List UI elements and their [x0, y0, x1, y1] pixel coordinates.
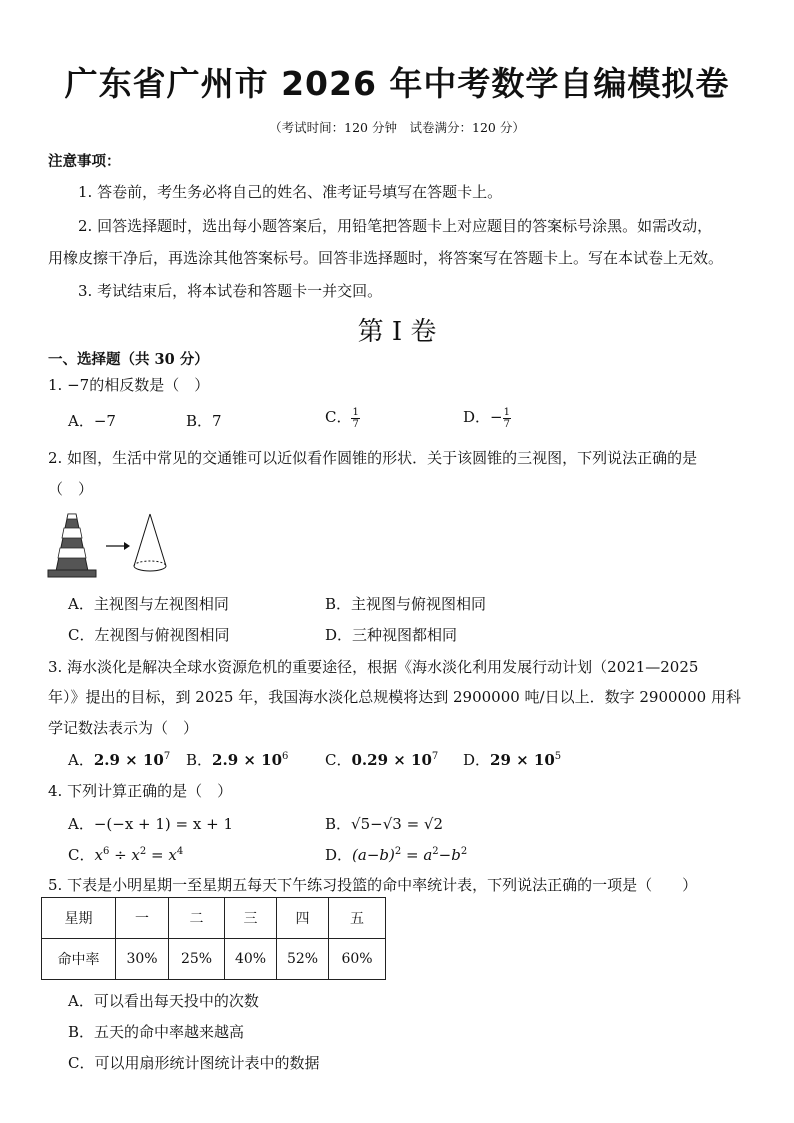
arrow-icon [106, 542, 130, 550]
table-cell: 二 [169, 898, 225, 939]
exponent: 6 [282, 751, 289, 762]
exam-subtitle: （考试时间：120 分钟 试卷满分：120 分） [269, 120, 525, 135]
question-2-stem-continued: （ ） [48, 480, 94, 498]
fraction [503, 407, 511, 430]
q3-option-d [463, 749, 561, 770]
table-cell: 52% [277, 939, 329, 980]
q2-option-b: B．主视图与俯视图相同 [325, 595, 487, 613]
table-cell: 60% [329, 939, 386, 980]
traffic-cone-icon [48, 514, 96, 577]
notes-item-2-continued: 用橡皮擦干净后，再选涂其他答案标号。回答非选择题时，将答案写在答题卡上。写在本试卷上无效。 [48, 249, 724, 267]
section-heading: 一、选择题（共 30 分） [48, 351, 209, 368]
volume-heading: 第 I 卷 [357, 317, 437, 347]
option-value: 0.29 × 10 [351, 751, 432, 769]
option-label: C． [325, 751, 352, 769]
option-value: 29 × 10 [490, 751, 555, 769]
q1-option-a: A．−7 [68, 412, 116, 430]
question-1-stem: 1. −7的相反数是（ ） [48, 376, 210, 394]
table-cell: 五 [329, 898, 386, 939]
q5-option-b: B．五天的命中率越来越高 [68, 1023, 245, 1041]
q4-option-c [68, 844, 183, 865]
q1-option-d-label: D．− [463, 408, 503, 426]
fraction [351, 407, 359, 430]
math-term: −b [438, 846, 461, 864]
exponent: 2 [394, 846, 402, 857]
q1-option-c [325, 406, 360, 430]
q1-option-c-label: C． [325, 408, 352, 426]
math-term: = a [401, 846, 433, 864]
numerator: 1 [352, 406, 359, 418]
exponent: 7 [431, 751, 439, 762]
q1-option-d [463, 406, 511, 430]
table-cell: 一 [116, 898, 169, 939]
exponent: 6 [102, 846, 110, 857]
option-value: 2.9 × 10 [93, 751, 164, 769]
table-cell: 四 [277, 898, 329, 939]
question-3-stem-continued-1: 年）》提出的目标，到 2025 年，我国海水淡化总规模将达到 2900000 吨/日以上．数字 2900000 用科 [48, 688, 741, 706]
math-term: x [94, 846, 103, 864]
table-cell: 40% [225, 939, 277, 980]
numerator: 1 [503, 406, 510, 418]
exponent: 4 [176, 846, 184, 857]
table-row [42, 898, 386, 939]
exponent: 2 [432, 846, 439, 857]
q3-option-c [325, 749, 438, 770]
exponent: 2 [460, 846, 468, 857]
option-label: A． [68, 751, 94, 769]
table-row [42, 939, 386, 980]
q3-option-b [186, 749, 288, 770]
table-cell: 25% [169, 939, 225, 980]
notes-item-3: 3. 考试结束后，将本试卷和答题卡一并交回。 [78, 282, 383, 300]
question-4-stem: 4. 下列计算正确的是（ ） [48, 782, 233, 800]
denominator: 7 [503, 418, 510, 430]
table-cell: 三 [225, 898, 277, 939]
q3-option-a [68, 749, 170, 770]
notes-item-1: 1. 答卷前，考生务必将自己的姓名、准考证号填写在答题卡上。 [78, 183, 503, 201]
exponent: 5 [554, 751, 562, 762]
exam-title: 广东省广州市 2026 年中考数学自编模拟卷 [64, 64, 730, 103]
table-cell: 星期 [42, 898, 116, 939]
q2-option-a: A．主视图与左视图相同 [68, 595, 229, 613]
q4-option-b: B．√5−√3 = √2 [325, 815, 444, 833]
q2-option-d: D．三种视图都相同 [325, 626, 458, 644]
option-label: D． [463, 751, 491, 769]
table-cell: 命中率 [42, 939, 116, 980]
option-label: D． [325, 846, 353, 864]
question-2-stem: 2. 如图，生活中常见的交通锥可以近似看作圆锥的形状．关于该圆锥的三视图，下列说法正确的是 [48, 449, 698, 467]
math-term: = x [146, 846, 177, 864]
option-label: C． [68, 846, 95, 864]
table-cell: 30% [116, 939, 169, 980]
notes-item-2: 2. 回答选择题时，选出每小题答案后，用铅笔把答题卡上对应题目的答案标号涂黑。如需改动， [78, 217, 713, 235]
denominator: 7 [352, 418, 359, 430]
cone-icon [134, 514, 166, 571]
q1-option-b: B．7 [186, 412, 222, 430]
q2-option-c: C．左视图与俯视图相同 [68, 626, 230, 644]
q5-option-a: A．可以看出每天投中的次数 [68, 992, 259, 1010]
q4-option-a: A．−(−x + 1) = x + 1 [68, 815, 233, 833]
option-label: B． [186, 751, 213, 769]
q5-option-c: C．可以用扇形统计图统计表中的数据 [68, 1054, 320, 1072]
exponent: 7 [163, 751, 171, 762]
math-term: ÷ x [109, 846, 140, 864]
traffic-cone-figure [46, 508, 176, 582]
notes-heading: 注意事项： [48, 153, 121, 170]
hit-rate-table [41, 897, 386, 980]
q4-option-d [325, 844, 467, 865]
math-term: (a−b) [352, 846, 395, 864]
question-3-stem: 3. 海水淡化是解决全球水资源危机的重要途径，根据《海水淡化利用发展行动计划（2021—2025 [48, 658, 699, 676]
question-5-stem: 5. 下表是小明星期一至星期五每天下午练习投篮的命中率统计表，下列说法正确的一项是（ ） [48, 876, 698, 894]
question-3-stem-continued-2: 学记数法表示为（ ） [48, 719, 199, 737]
exponent: 2 [139, 846, 147, 857]
option-value: 2.9 × 10 [212, 751, 283, 769]
